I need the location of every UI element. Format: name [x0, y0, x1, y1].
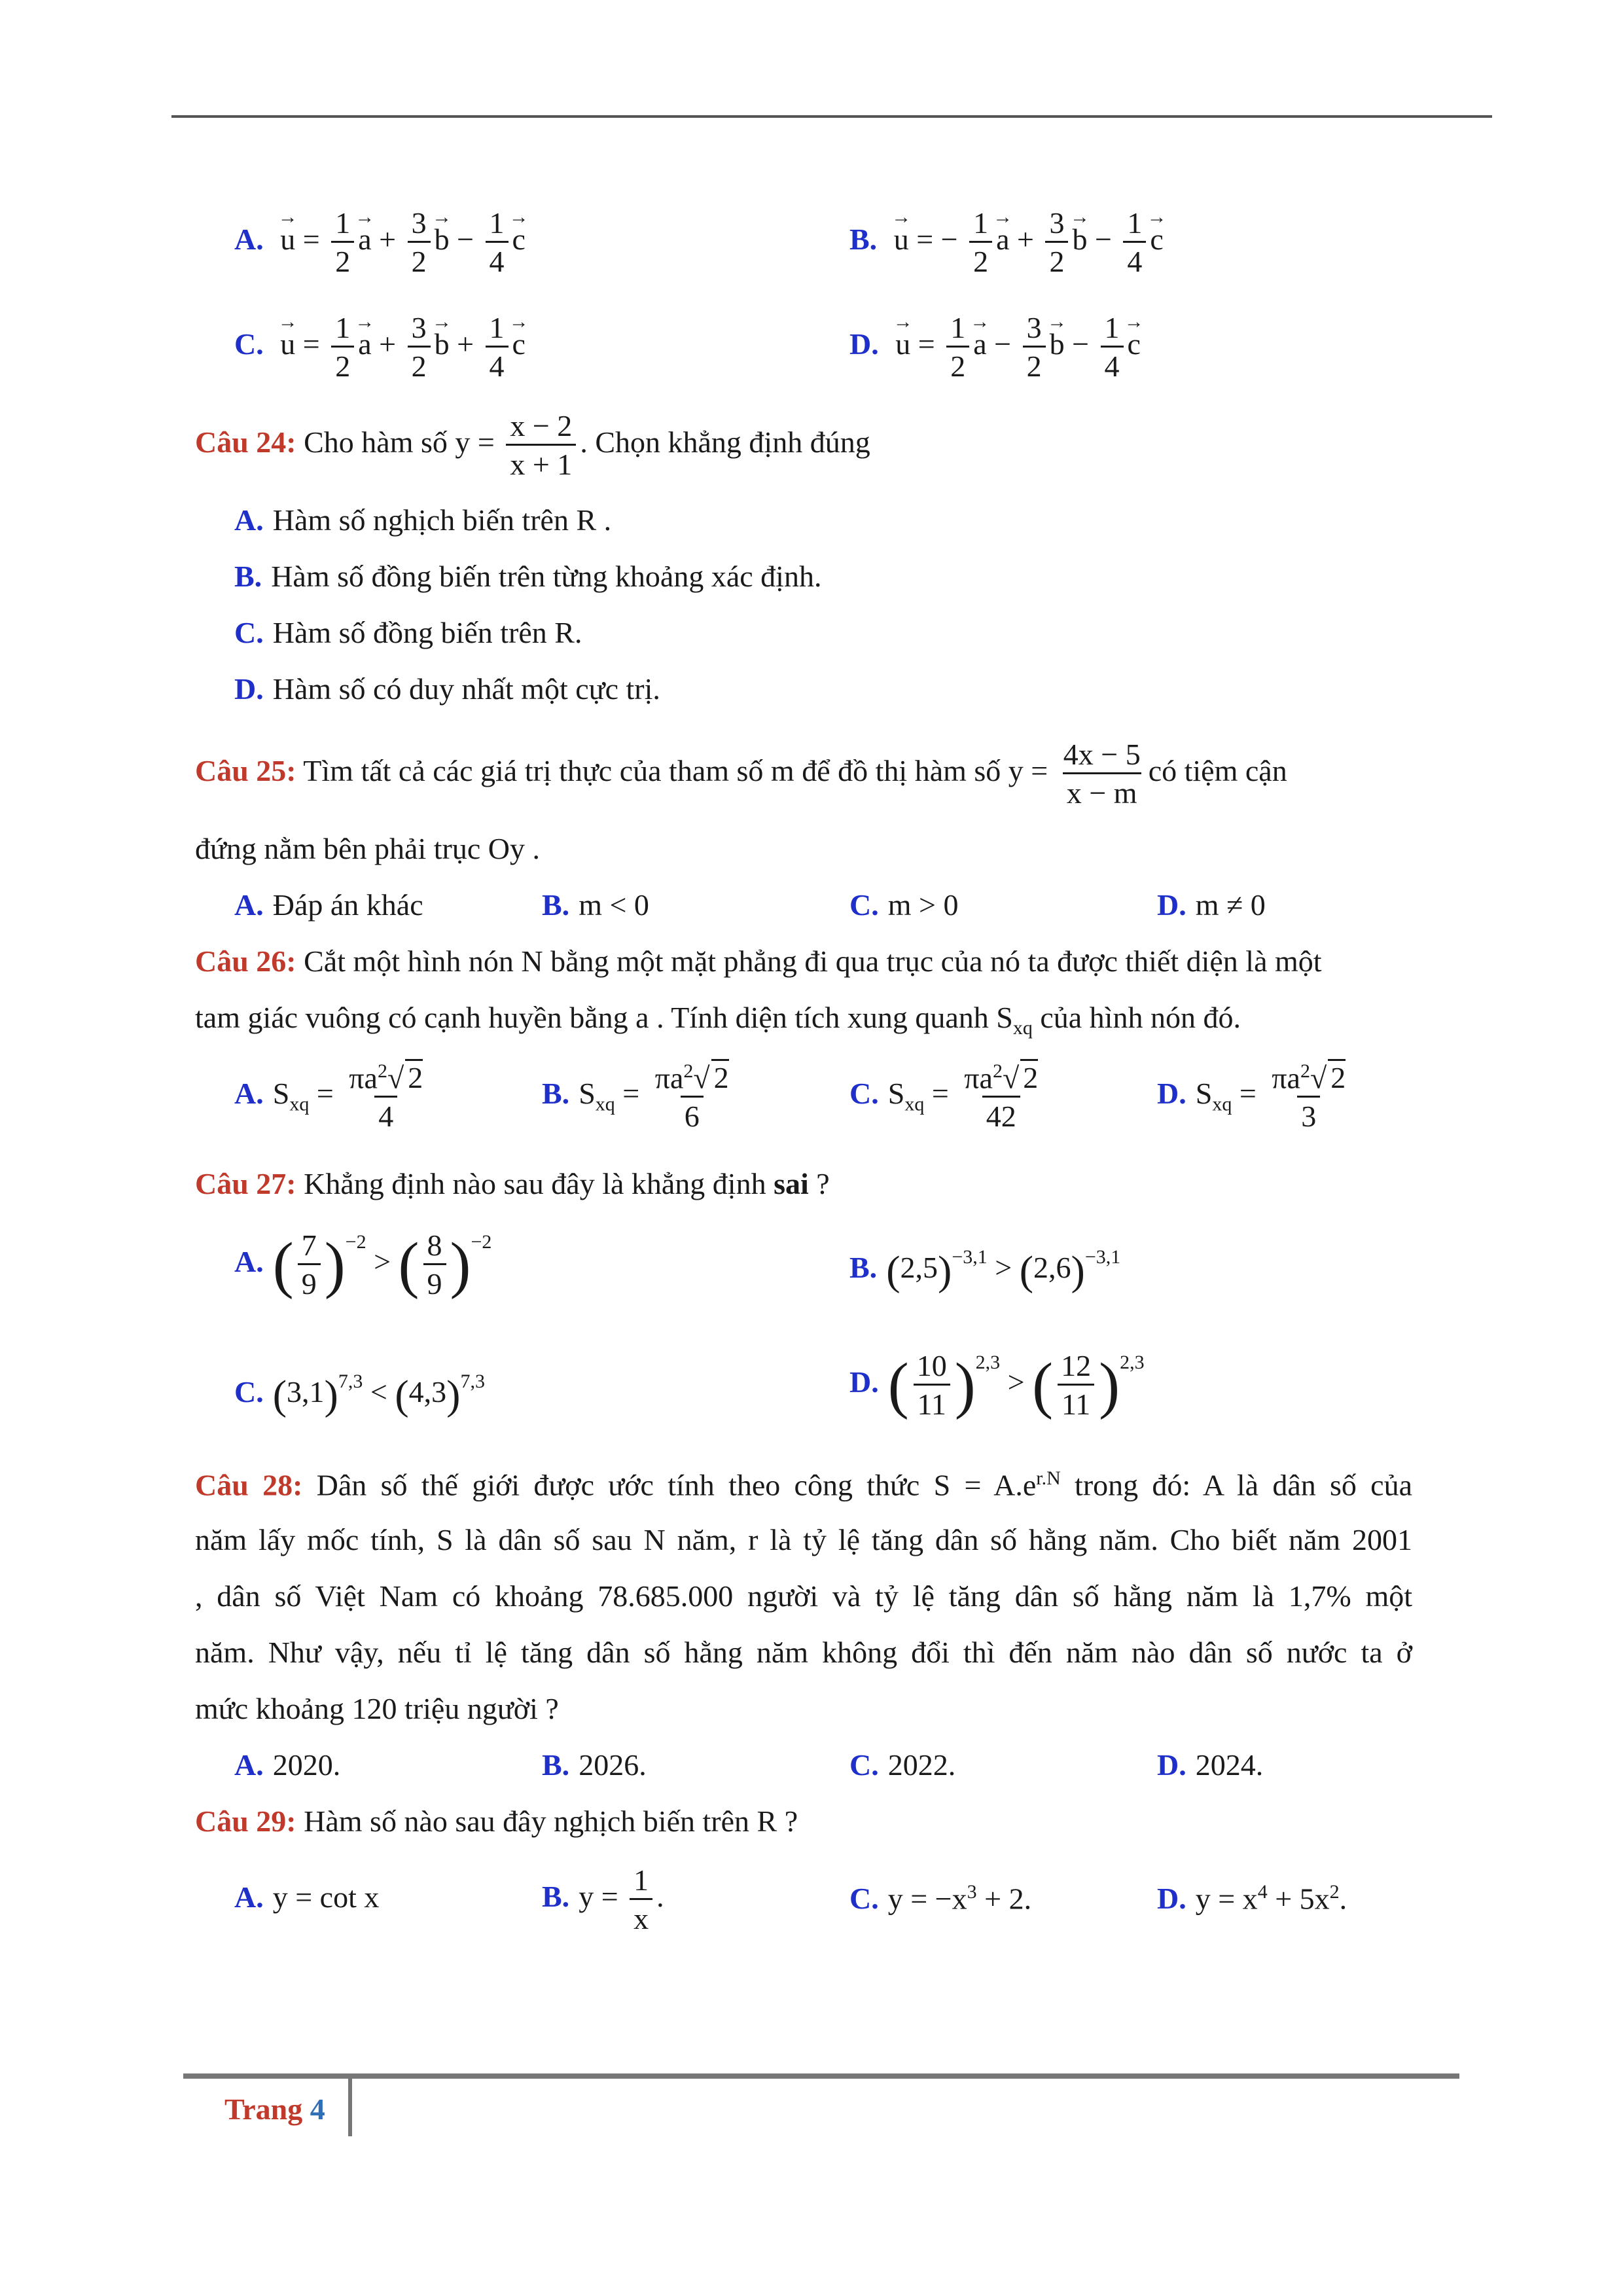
q25-option-a: A. Đáp án khác	[234, 888, 423, 922]
q28-stem-line4: năm. Như vậy, nếu tỉ lệ tăng dân số hằng năm không đổi thì đến năm nào dân số nước ta ở	[195, 1636, 1412, 1669]
q24-stem: Câu 24: Cho hàm số y = $\frac{x - 2}{x + 1}$ . Chọn khẳng định đúng	[195, 409, 870, 481]
q23-option-d: D. → u = $\frac{1}{2}$ → a − $\frac{3}{2}$ → b − $\frac{1}{4}$ → c	[849, 313, 1141, 382]
page-number: Trang 4	[224, 2092, 325, 2126]
q28-option-c: C. 2022.	[849, 1748, 956, 1782]
q28-stem-line2: năm lấy mốc tính, S là dân số sau N năm, r là tỷ lệ tăng dân số hằng năm. Cho biết năm 2001	[195, 1523, 1412, 1556]
q25-option-c: C. m > 0	[849, 888, 959, 922]
q29-option-a: A. y = cot x	[234, 1880, 380, 1914]
q25-option-b: B. m < 0	[542, 888, 649, 922]
q24-option-d: D. Hàm số có duy nhất một cực trị.	[234, 672, 660, 706]
q24-option-a: A. Hàm số nghịch biến trên R .	[234, 503, 612, 537]
header-rule	[171, 115, 1492, 118]
q23-option-a: A. → u = $\frac{1}{2}$ → a + $\frac{3}{2}$ → b − $\frac{1}{4}$ → c	[234, 208, 526, 277]
footer-divider	[348, 2073, 352, 2136]
q28-stem-line1: Câu 28: Dân số thế giới được ước tính theo công thức $S = A.e^{r.N}$ trong đó: A là dân số của	[195, 1467, 1413, 1502]
q26-option-b: B. $S_{xq}$ = $\frac{\pi a^2√ 2}{6}$	[542, 1060, 729, 1134]
q28-option-a: A. 2020.	[234, 1748, 341, 1782]
q26-option-a: A. $S_{xq}$ = $\frac{\pi a^2√ 2}{4}$	[234, 1060, 423, 1134]
q29-stem: Câu 29: Hàm số nào sau đây nghịch biến trên R ?	[195, 1804, 798, 1838]
q23-option-b: B. → u = − $\frac{1}{2}$ → a + $\frac{3}{2}$ → b − $\frac{1}{4}$ → c	[849, 208, 1164, 277]
q29-option-b: B. y = $\frac{1}{x}$ .	[542, 1863, 664, 1935]
q26-option-d: D. $S_{xq}$ = $\frac{\pi a^2√ 2}{3}$	[1157, 1060, 1346, 1134]
q28-option-b: B. 2026.	[542, 1748, 647, 1782]
q28-stem-line5: mức khoảng 120 triệu người ?	[195, 1692, 559, 1725]
q27-option-a: A. ( $\frac{7}{9}$ )$^{-2}$ > ( $\frac{8}{9}$ )$^{-2}$	[234, 1229, 492, 1300]
q23-option-c: C. → u = $\frac{1}{2}$ → a + $\frac{3}{2}$ → b + $\frac{1}{4}$ → c	[234, 313, 526, 382]
q27-option-b: B. $(2,5)^{-3,1} > (2,6)^{-3,1}$	[849, 1246, 1121, 1294]
footer-rule	[183, 2073, 1459, 2079]
q24-option-c: C. Hàm số đồng biến trên R.	[234, 616, 582, 649]
q27-option-c: C. $(3,1)^{7,3} < (4,3)^{7,3}$	[234, 1371, 485, 1418]
q29-option-c: C. $y = -x^3 + 2$.	[849, 1881, 1032, 1916]
q26-stem: Câu 26: Cắt một hình nón N bằng một mặt phẳng đi qua trục của nó ta được thiết diện là một	[195, 944, 1322, 978]
q24-option-b: B. Hàm số đồng biến trên từng khoảng xác định.	[234, 560, 822, 593]
q25-stem: Câu 25: Tìm tất cả các giá trị thực của tham số m để đồ thị hàm số y = $\frac{4x - 5}{x - m}$ có tiệm cận	[195, 738, 1287, 810]
q26-option-c: C. $S_{xq}$ = $\frac{\pi a^2√ 2}{42}$	[849, 1060, 1039, 1134]
q27-option-d: D. ( $\frac{10}{11}$ )$^{2,3}$ > ( $\frac{12}{11}$ )$^{2,3}$	[849, 1349, 1145, 1421]
q29-option-d: D. $y = x^4 + 5x^2$.	[1157, 1881, 1347, 1916]
q26-stem-line2: tam giác vuông có cạnh huyền bằng a . Tính diện tích xung quanh $S_{xq}$ của hình nón đó.	[195, 1001, 1241, 1039]
q28-stem-line3: , dân số Việt Nam có khoảng 78.685.000 người và tỷ lệ tăng dân số hằng năm là 1,7% một	[195, 1579, 1412, 1613]
q27-stem: Câu 27: Khẳng định nào sau đây là khẳng định sai ?	[195, 1167, 830, 1200]
q25-stem-line2: đứng nằm bên phải trục Oy .	[195, 832, 540, 865]
q28-option-d: D. 2024.	[1157, 1748, 1264, 1782]
q25-option-d: D. m ≠ 0	[1157, 888, 1266, 922]
